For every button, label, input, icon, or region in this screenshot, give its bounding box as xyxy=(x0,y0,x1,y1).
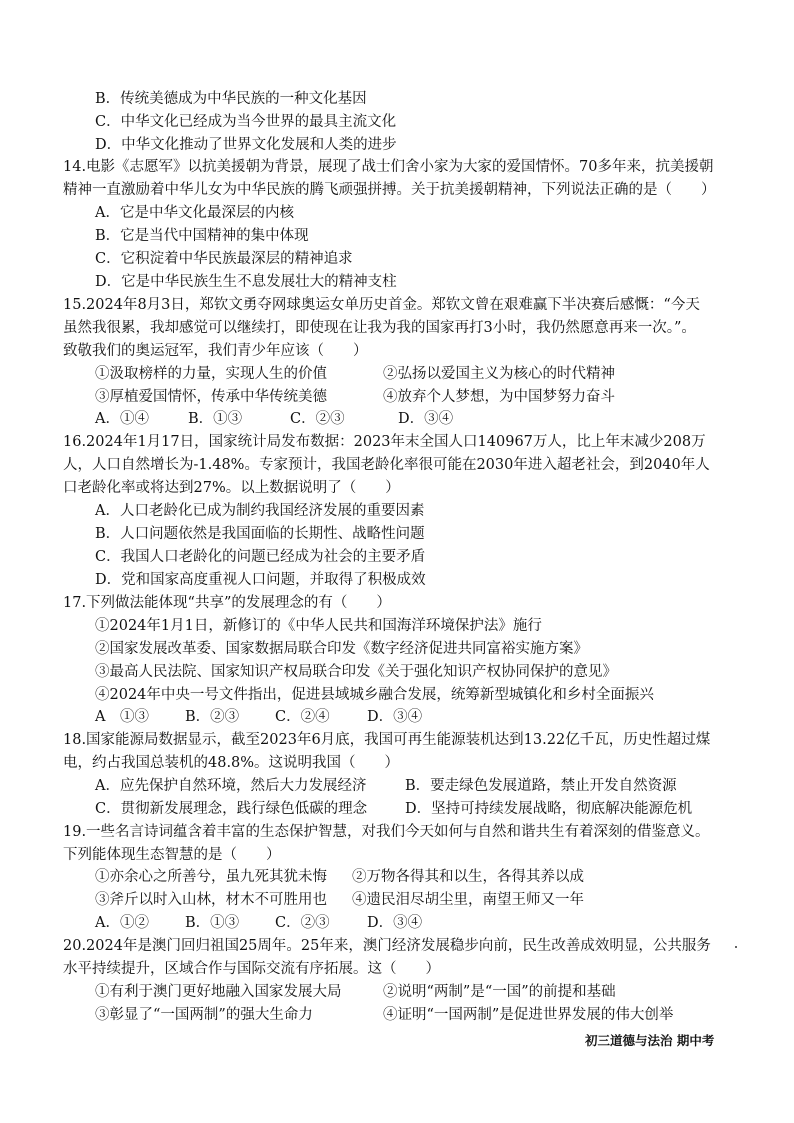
q16-option-b: B．人口问题依然是我国面临的长期性、战略性问题 xyxy=(95,526,425,542)
q14-option-d: D．它是中华民族生生不息发展壮大的精神支柱 xyxy=(95,274,397,290)
q17-answer-b: B．②③ xyxy=(185,709,240,725)
q16-stem-line3: 口老龄化率或将达到27%。以上数据说明了（ ） xyxy=(63,480,400,496)
q15-answer-c: C．②③ xyxy=(290,411,345,427)
q18-stem-line2: 电，约占我国总装机的48.8%。这说明我国（ ） xyxy=(63,755,400,771)
q19-stem-line2: 下列能体现生态智慧的是（ ） xyxy=(63,847,281,863)
q15-answer-b: B．①③ xyxy=(188,411,243,427)
q16-stem-line1: 16.2024年1月17日，国家统计局发布数据：2023年末全国人口140967万人，比上年末减少208万 xyxy=(63,434,706,450)
q19-answer-c: C．②③ xyxy=(275,915,330,931)
q17-item-1: ①2024年1月1日，新修订的《中华人民共和国海洋环境保护法》施行 xyxy=(95,618,542,634)
q13-option-b: B．传统美德成为中华民族的一种文化基因 xyxy=(95,91,367,107)
q20-item-1: ①有利于澳门更好地融入国家发展大局 xyxy=(95,984,342,1000)
q17-stem: 17.下列做法能体现“共享”的发展理念的有（ ） xyxy=(63,595,391,611)
q18-option-a: A．应先保护自然环境，然后大力发展经济 xyxy=(95,778,367,794)
q18-stem-line1: 18.国家能源局数据显示，截至2023年6月底，我国可再生能源装机达到13.22亿千瓦，历史性超过煤 xyxy=(63,732,711,748)
q19-item-1: ①亦余心之所善兮，虽九死其犹未悔 xyxy=(95,869,327,885)
q20-item-4: ④证明“一国两制”是促进世界发展的伟大创举 xyxy=(383,1007,674,1023)
q14-option-a: A．它是中华文化最深层的内核 xyxy=(95,205,294,221)
q19-answer-d: D．③④ xyxy=(367,915,423,931)
q18-option-c: C．贯彻新发展理念，践行绿色低碳的理念 xyxy=(95,801,368,817)
q17-item-4: ④2024年中央一号文件指出，促进县域城乡融合发展，统筹新型城镇化和乡村全面振兴 xyxy=(95,687,654,703)
q18-option-d: D．坚持可持续发展战略，彻底解决能源危机 xyxy=(405,801,693,817)
q16-option-a: A．人口老龄化已成为制约我国经济发展的重要因素 xyxy=(95,503,425,519)
q20-stem-line1: 20.2024年是澳门回归祖国25周年。25年来，澳门经济发展稳步向前，民生改善成效明显，公共服务 xyxy=(63,938,711,954)
q16-option-d: D．党和国家高度重视人口问题，并取得了积极成效 xyxy=(95,572,426,588)
q15-item-3: ③厚植爱国情怀，传承中华传统美德 xyxy=(95,389,327,405)
q20-item-2: ②说明“两制”是“一国”的前提和基础 xyxy=(383,984,616,1000)
q15-stem-line3: 致敬我们的奥运冠军，我们青少年应该（ ） xyxy=(63,343,368,359)
q18-option-b: B．要走绿色发展道路，禁止开发自然资源 xyxy=(405,778,677,794)
q13-option-d: D．中华文化推动了世界文化发展和人类的进步 xyxy=(95,137,397,153)
q19-stem-line1: 19.一些名言诗词蕴含着丰富的生态保护智慧，对我们今天如何与自然和谐共生有着深刻的借鉴意义。 xyxy=(63,824,710,840)
q19-item-3: ③斧斤以时入山林，材木不可胜用也 xyxy=(95,892,327,908)
q14-stem-line2: 精神一直激励着中华儿女为中华民族的腾飞顽强拼搏。关于抗美援朝精神，下列说法正确的是（ ） xyxy=(63,182,716,198)
q17-answer-c: C．②④ xyxy=(275,709,330,725)
q19-item-4: ④遗民泪尽胡尘里，南望王师又一年 xyxy=(352,892,584,908)
q16-stem-line2: 人，人口自然增长为-1.48%。专家预计，我国老龄化率很可能在2030年进入超老社会，到2040年人 xyxy=(63,457,710,473)
q17-item-2: ②国家发展改革委、国家数据局联合印发《数字经济促进共同富裕实施方案》 xyxy=(95,641,588,657)
q15-item-2: ②弘扬以爱国主义为核心的时代精神 xyxy=(383,366,615,382)
q15-answer-d: D．③④ xyxy=(398,411,454,427)
q17-answer-d: D．③④ xyxy=(367,709,423,725)
q19-answer-b: B．①③ xyxy=(185,915,240,931)
page-footer: 初三道德与法治 期中考 xyxy=(585,1033,715,1048)
q19-item-2: ②万物各得其和以生，各得其养以成 xyxy=(352,869,584,885)
q19-answer-a: A．①② xyxy=(95,915,149,931)
q20-item-3: ③彰显了“一国两制”的强大生命力 xyxy=(95,1007,313,1023)
q17-item-3: ③最高人民法院、国家知识产权局联合印发《关于强化知识产权协同保护的意见》 xyxy=(95,664,617,680)
q15-item-1: ①汲取榜样的力量，实现人生的价值 xyxy=(95,366,327,382)
q13-option-c: C．中华文化已经成为当今世界的最具主流文化 xyxy=(95,114,397,130)
q20-stem-line2: 水平持续提升，区域合作与国际交流有序拓展。这（ ） xyxy=(63,961,440,977)
q14-option-c: C．它积淀着中华民族最深层的精神追求 xyxy=(95,251,353,267)
q15-stem-line1: 15.2024年8月3日，郑钦文勇夺网球奥运女单历史首金。郑钦文曾在艰难赢下半决赛后感慨：“今天 xyxy=(63,297,700,313)
q15-stem-line2: 虽然我很累，我却感觉可以继续打，即使现在让我为我的国家再打3小时，我仍然愿意再来一次。”。 xyxy=(63,320,696,336)
q14-option-b: B．它是当代中国精神的集中体现 xyxy=(95,228,309,244)
q15-item-4: ④放弃个人梦想，为中国梦努力奋斗 xyxy=(383,389,615,405)
q16-option-c: C．我国人口老龄化的问题已经成为社会的主要矛盾 xyxy=(95,549,426,565)
scan-speck xyxy=(735,946,737,948)
q14-stem-line1: 14.电影《志愿军》以抗美援朝为背景，展现了战士们舍小家为大家的爱国情怀。70多年来，抗美援朝 xyxy=(63,159,714,175)
q17-answer-a: A ①③ xyxy=(95,709,149,725)
q15-answer-a: A．①④ xyxy=(95,411,149,427)
